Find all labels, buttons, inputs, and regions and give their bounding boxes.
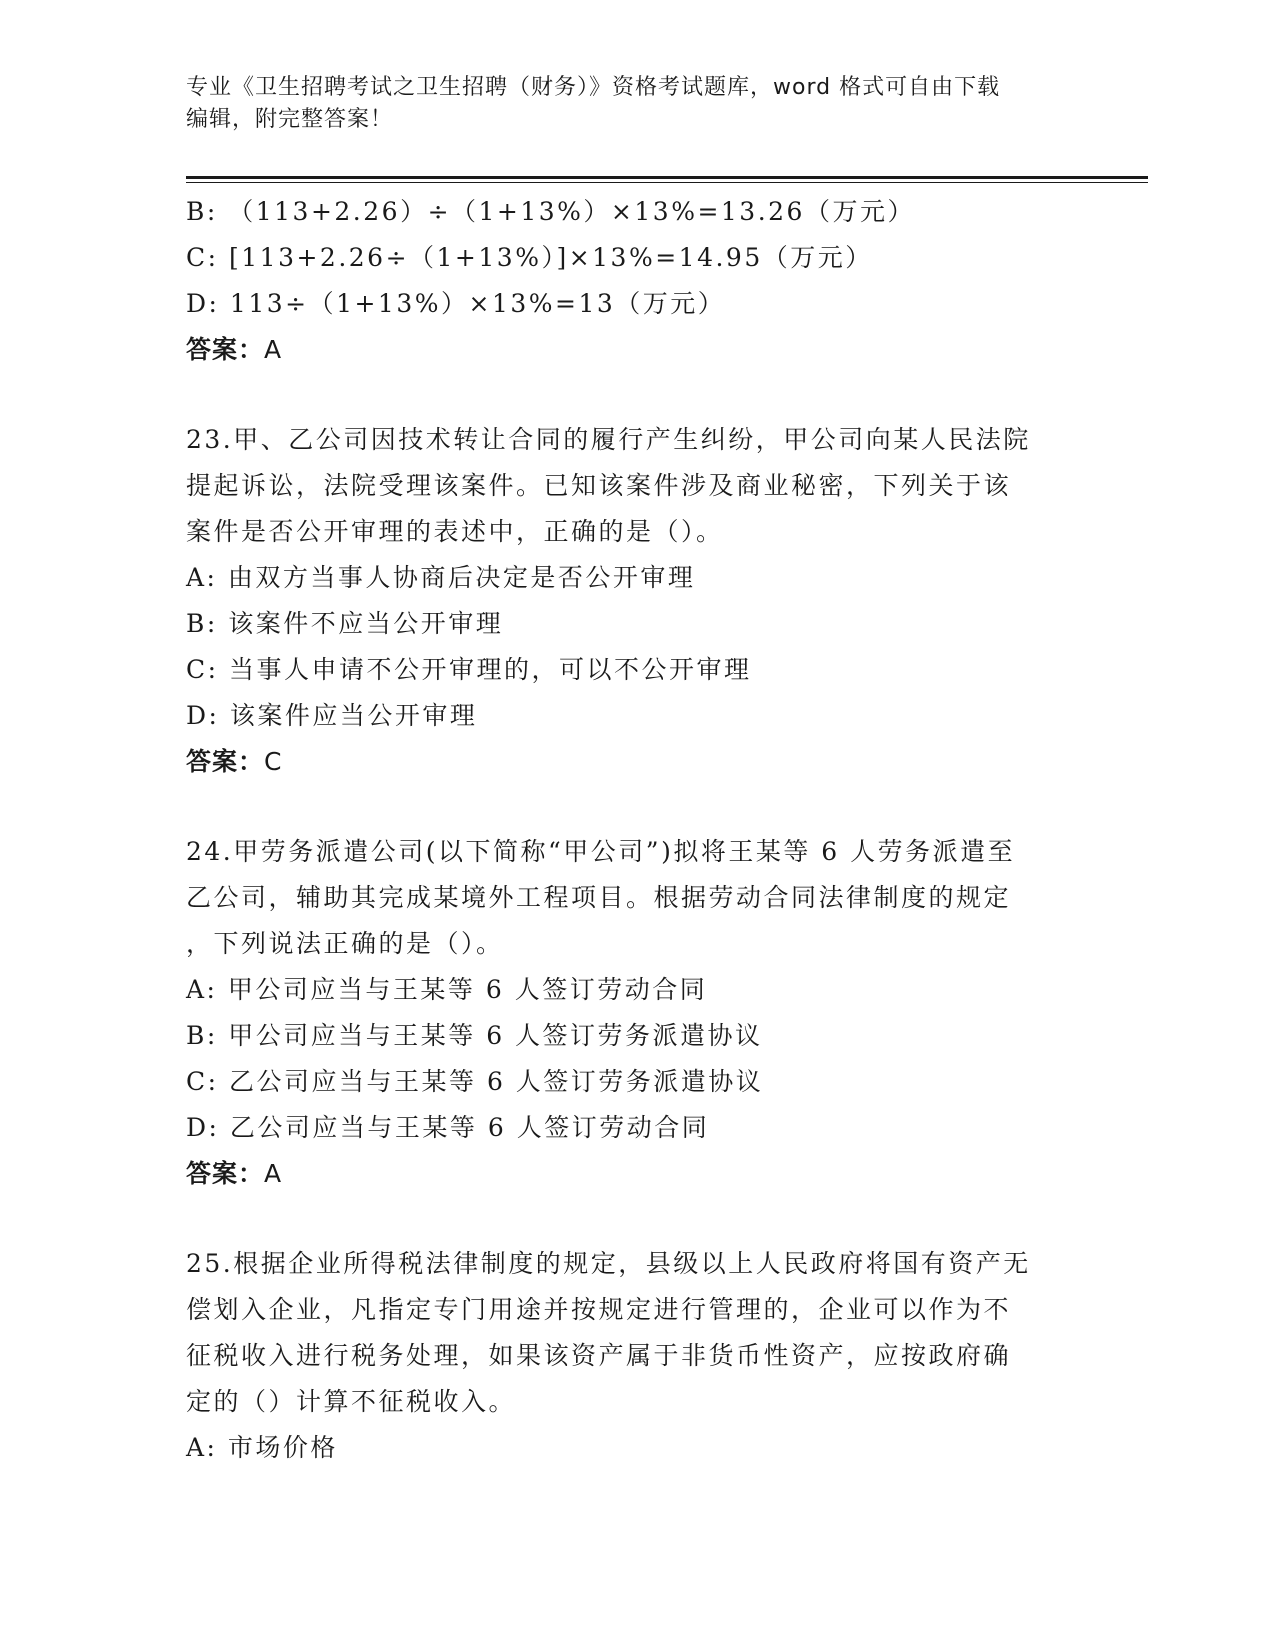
header-divider-thick: [186, 176, 1148, 179]
answer-label: 答案：: [186, 747, 265, 776]
document-header: [186, 72, 1066, 136]
option-a: A: 甲公司应当与王某等 6 人签订劳动合同: [186, 975, 708, 1004]
header-divider-thin: [186, 182, 1148, 183]
question-stem-line: 23.甲、乙公司因技术转让合同的履行产生纠纷，甲公司向某人民法院: [186, 425, 1031, 454]
option-b: B: 该案件不应当公开审理: [186, 609, 504, 638]
spacer: [186, 373, 1066, 417]
option-b: B: 甲公司应当与王某等 6 人签订劳务派遣协议: [186, 1021, 763, 1050]
option-d: D: 该案件应当公开审理: [186, 701, 478, 730]
option-a: A: 由双方当事人协商后决定是否公开审理: [186, 563, 696, 592]
option-d: D: 乙公司应当与王某等 6 人签订劳动合同: [186, 1113, 710, 1142]
question-23: [186, 417, 1066, 785]
question-stem-line: 征税收入进行税务处理，如果该资产属于非货币性资产，应按政府确: [186, 1341, 1012, 1370]
question-content: [186, 189, 1066, 1471]
question-stem-line: 25.根据企业所得税法律制度的规定，县级以上人民政府将国有资产无: [186, 1249, 1031, 1278]
answer-label: 答案：: [186, 1159, 265, 1188]
answer-line: [186, 327, 1066, 373]
spacer: [186, 785, 1066, 829]
question-stem-line: 偿划入企业，凡指定专门用途并按规定进行管理的，企业可以作为不: [186, 1295, 1012, 1324]
spacer: [186, 1197, 1066, 1241]
answer-value: C: [264, 747, 283, 776]
question-stem-line: 提起诉讼，法院受理该案件。已知该案件涉及商业秘密，下列关于该: [186, 471, 1012, 500]
option-a: A: 市场价格: [186, 1433, 338, 1462]
answer-label: 答案：: [186, 335, 265, 364]
option-c: C: [113+2.26÷（1+13%）]×13%=14.95（万元）: [186, 243, 873, 272]
question-stem-line: ，下列说法正确的是（）。: [186, 929, 504, 958]
answer-line: [186, 1151, 1066, 1197]
continued-question: [186, 189, 1066, 373]
option-b: B: （113+2.26）÷（1+13%）×13%=13.26（万元）: [186, 197, 915, 226]
answer-value: A: [264, 335, 283, 364]
question-stem-line: 乙公司，辅助其完成某境外工程项目。根据劳动合同法律制度的规定: [186, 883, 1012, 912]
answer-value: A: [264, 1159, 283, 1188]
option-c: C: 当事人申请不公开审理的，可以不公开审理: [186, 655, 752, 684]
question-stem-line: 定的（）计算不征税收入。: [186, 1387, 517, 1416]
question-25: [186, 1241, 1066, 1471]
question-stem-line: 24.甲劳务派遣公司(以下简称“甲公司”)拟将王某等 6 人劳务派遣至: [186, 837, 1016, 866]
option-d: D: 113÷（1+13%）×13%=13（万元）: [186, 289, 726, 318]
header-line-1: 专业《卫生招聘考试之卫生招聘（财务）》资格考试题库，word 格式可自由下载: [186, 75, 1001, 100]
header-line-2: 编辑，附完整答案！: [186, 107, 394, 132]
question-stem-line: 案件是否公开审理的表述中，正确的是（）。: [186, 517, 724, 546]
option-c: C: 乙公司应当与王某等 6 人签订劳务派遣协议: [186, 1067, 764, 1096]
question-24: [186, 829, 1066, 1197]
answer-line: [186, 739, 1066, 785]
